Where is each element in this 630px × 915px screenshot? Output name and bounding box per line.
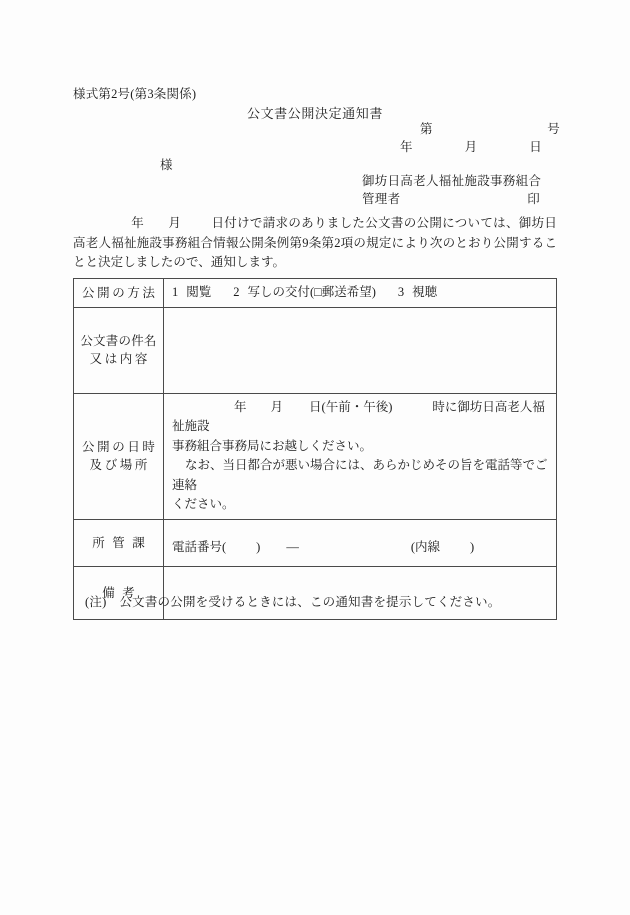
- row-content-department: [164, 519, 557, 566]
- document-number-line: [420, 119, 570, 137]
- row-label-department: [74, 519, 164, 566]
- row-content-datetime: [164, 393, 557, 519]
- phone-dash: ―: [286, 539, 299, 554]
- datetime-line-3: なお、当日都合が悪い場合には、あらかじめその旨を電話等でご連絡: [172, 458, 548, 492]
- date-year-label: 年: [400, 140, 413, 154]
- row-content-method: [164, 279, 557, 308]
- date-day-label: 日: [529, 140, 542, 154]
- table-row-method: [74, 279, 557, 308]
- method-option-3-number: 3: [397, 285, 405, 299]
- method-option-2-label: 写しの交付(□郵送希望): [247, 285, 376, 299]
- date-month-label: 月: [464, 140, 478, 154]
- extension-label: (内線: [410, 539, 441, 554]
- footnote-text: 公文書の公開を受けるときには、この通知書を提示してください。: [119, 595, 501, 609]
- method-option-1-number: 1: [172, 285, 179, 299]
- issuer-role: 管理者: [362, 192, 401, 206]
- method-option-3-label: 視聴: [412, 285, 438, 299]
- number-label: 第: [420, 122, 433, 136]
- footnote-marker: (注): [85, 595, 107, 609]
- issuer-role-line: [362, 189, 540, 207]
- row-label-remarks-text: 備考: [102, 585, 143, 600]
- row-label-datetime: [74, 393, 164, 519]
- row-label-datetime-line2: 及び場所: [89, 458, 150, 472]
- row-label-subject-line2: 又は内容: [89, 352, 150, 366]
- row-label-subject-line1: 公文書の件名: [80, 334, 157, 348]
- issuer-organization: 御坊日高老人福祉施設事務組合: [362, 174, 542, 188]
- row-label-datetime-line1: 公開の日時: [82, 440, 158, 454]
- body-date-month: 月: [168, 216, 182, 230]
- table-row-department: [74, 519, 557, 566]
- datetime-line-4: ください。: [172, 497, 235, 511]
- row-label-subject: [74, 307, 164, 393]
- page-title: 公文書公開決定通知書: [246, 106, 383, 121]
- number-unit: 号: [547, 122, 560, 136]
- datetime-year: 年: [234, 399, 247, 414]
- seal-mark: 印: [527, 192, 540, 206]
- datetime-day: 日(午前・午後): [309, 399, 393, 414]
- datetime-time: 時に御坊日高老人福祉施設: [172, 399, 545, 433]
- body-text: 日付けで請求のありました公文書の公開については、御坊日高老人福祉施設事務組合情報公開条例第9条第2項の規定により次のとおり公開することと決定しましたので、通知します。: [73, 216, 557, 269]
- notification-table: [73, 278, 557, 620]
- table-row-datetime: [74, 393, 557, 519]
- phone-line: [172, 540, 474, 554]
- row-label-method-text: 公開の方法: [82, 285, 158, 300]
- form-code: 様式第2号(第3条関係): [73, 87, 197, 101]
- datetime-line-2: 事務組合事務局にお越しください。: [172, 438, 373, 453]
- document-date-line: [400, 137, 560, 155]
- table-row-subject: [74, 307, 557, 393]
- row-content-subject[interactable]: [164, 307, 557, 393]
- method-options: [172, 285, 437, 299]
- method-option-2-number: 2: [233, 285, 240, 299]
- extension-close: ): [470, 539, 475, 554]
- method-option-1-label: 閲覧: [186, 285, 212, 299]
- addressee-honorific: 様: [160, 158, 173, 172]
- row-label-department-text: 所管課: [92, 535, 153, 550]
- phone-paren-close: ): [256, 539, 261, 554]
- body-date-year: 年: [131, 216, 145, 230]
- datetime-line-1: [172, 398, 550, 437]
- row-label-method: [74, 279, 164, 308]
- footnote: [85, 592, 500, 610]
- body-paragraph: [73, 214, 557, 273]
- datetime-month: 月: [270, 399, 284, 414]
- phone-label: 電話番号(: [172, 539, 227, 554]
